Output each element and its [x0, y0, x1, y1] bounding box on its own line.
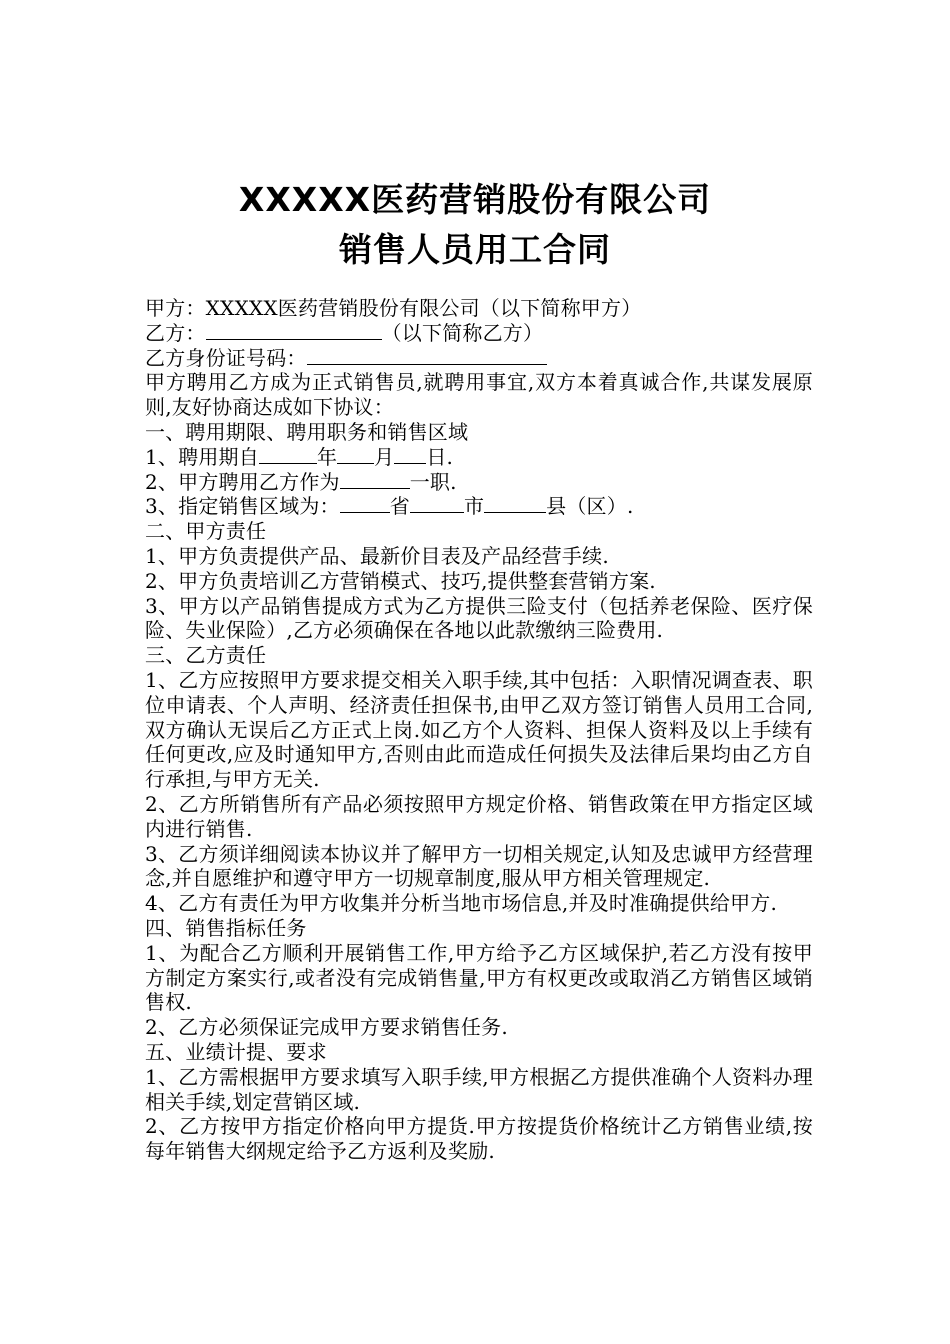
section-4-item-2: 2、乙方必须保证完成甲方要求销售任务.: [145, 1015, 508, 1040]
city-blank[interactable]: [410, 494, 464, 513]
company-title: XXXXX医药营销股份有限公司: [238, 180, 712, 219]
item-text: 2、甲方聘用乙方作为: [145, 469, 340, 494]
month-blank[interactable]: [337, 445, 374, 464]
section-5-item-1: 1、乙方需根据甲方要求填写入职手续,甲方根据乙方提供准确个人资料办理相关手续,划定营销区域.: [145, 1064, 813, 1114]
item-text: 一职.: [409, 469, 457, 494]
item-text: 省: [389, 494, 410, 519]
province-blank[interactable]: [340, 494, 390, 513]
section-3-heading: 三、乙方责任: [145, 643, 267, 668]
year-blank[interactable]: [259, 445, 317, 464]
party-b-label: 乙方：: [145, 320, 206, 345]
party-b-id-line: [145, 346, 813, 371]
party-a-line: 甲方：XXXXX医药营销股份有限公司（以下简称甲方）: [145, 296, 642, 320]
party-b-id-blank[interactable]: [307, 346, 547, 365]
item-text: 月: [374, 444, 395, 469]
section-3-item-1: 1、乙方应按照甲方要求提交相关入职手续,其中包括：入职情况调查表、职位申请表、个人声明、经济责任担保书,由甲乙双方签订销售人员用工合同,双方确认无误后乙方正式上岗.如乙方个人资料、担保人资料及以上手续有任何更改,应及时通知甲方,否则由此而造成任何损失及法律后果均由乙方自行承担,与甲方无关.: [145, 667, 813, 792]
section-5-heading: 五、业绩计提、要求: [145, 1039, 327, 1064]
day-blank[interactable]: [394, 445, 426, 464]
party-b-blank[interactable]: [206, 321, 382, 340]
item-text: 1、聘用期自: [145, 444, 259, 469]
party-b-id-label: 乙方身份证号码：: [145, 345, 307, 370]
section-1-item-1: [145, 445, 813, 470]
section-3-item-2: 2、乙方所销售所有产品必须按照甲方规定价格、销售政策在甲方指定区域内进行销售.: [145, 791, 813, 841]
section-1-item-2: [145, 470, 813, 495]
item-text: 县（区）.: [546, 494, 634, 519]
section-5-item-2: 2、乙方按甲方指定价格向甲方提货.甲方按提货价格统计乙方销售业绩,按每年销售大纲规定给予乙方返利及奖励.: [145, 1114, 813, 1164]
item-text: 3、指定销售区域为：: [145, 494, 340, 519]
item-text: 市: [463, 494, 485, 519]
section-3-item-3: 3、乙方须详细阅读本协议并了解甲方一切相关规定,认知及忠诚甲方经营理念,并自愿维护和遵守甲方一切规章制度,服从甲方相关管理规定.: [145, 841, 813, 891]
item-text: 年: [316, 444, 338, 469]
section-2-item-2: 2、甲方负责培训乙方营销模式、技巧,提供整套营销方案.: [145, 568, 656, 593]
section-2-item-3: 3、甲方以产品销售提成方式为乙方提供三险支付（包括养老保险、医疗保险、失业保险）,乙方必须确保在各地以此款缴纳三险费用.: [145, 593, 813, 643]
position-blank[interactable]: [340, 470, 410, 489]
section-1-heading: 一、聘用期限、聘用职务和销售区域: [145, 419, 469, 444]
intro-paragraph: 甲方聘用乙方成为正式销售员,就聘用事宜,双方本着真诚合作,共谋发展原则,友好协商达成如下协议：: [145, 370, 813, 420]
party-b-line: [145, 321, 813, 346]
party-b-suffix: （以下简称乙方）: [381, 320, 544, 345]
contract-body: [145, 296, 813, 1164]
section-2-heading: 二、甲方责任: [145, 519, 267, 544]
item-text: 日.: [426, 444, 454, 469]
section-2-item-1: 1、甲方负责提供产品、最新价目表及产品经营手续.: [145, 543, 609, 568]
section-3-item-4: 4、乙方有责任为甲方收集并分析当地市场信息,并及时准确提供给甲方.: [145, 891, 778, 916]
section-4-heading: 四、销售指标任务: [145, 915, 307, 940]
section-4-item-1: 1、为配合乙方顺利开展销售工作,甲方给予乙方区域保护,若乙方没有按甲方制定方案实行,或者没有完成销售量,甲方有权更改或取消乙方销售区域销售权.: [145, 940, 813, 1015]
county-blank[interactable]: [484, 494, 546, 513]
section-1-item-3: [145, 494, 813, 519]
contract-title: 销售人员用工合同: [339, 230, 611, 269]
